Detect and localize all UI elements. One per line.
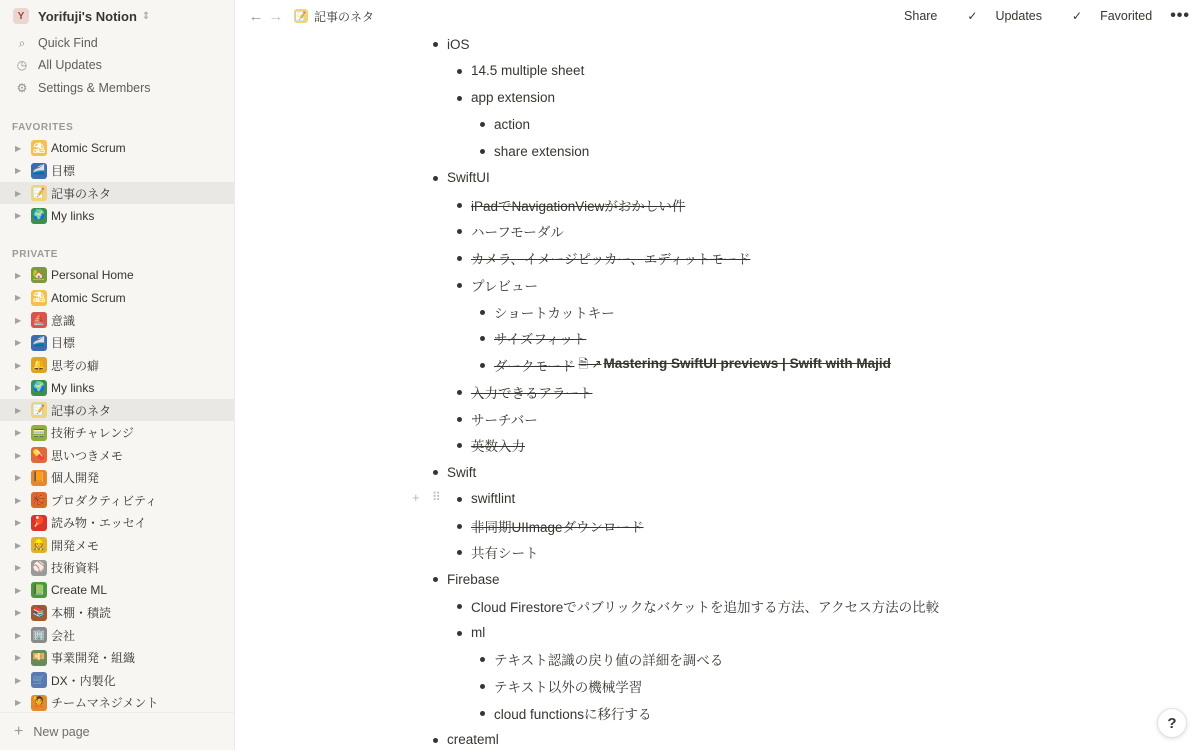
page-emoji-icon: 📝 [31,185,47,201]
sidebar-page-item[interactable] [0,137,235,159]
bullet-item[interactable] [494,646,723,672]
sidebar-page-item[interactable] [0,444,235,466]
bullet-dot [480,684,485,689]
sidebar-page-item[interactable] [0,422,235,444]
add-block-icon[interactable]: + [412,490,420,505]
sidebar-page-item[interactable] [0,160,235,182]
expand-triangle-icon[interactable]: ▶ [15,585,22,595]
bullet-text: Firebase [447,571,500,587]
bullet-text: ハーフモーダル [471,225,564,241]
memo-icon: 📝 [294,9,308,23]
bullet-item[interactable] [447,727,499,750]
bullet-dot [457,631,462,636]
nav-label: Quick Find [38,36,98,50]
sidebar-page-item[interactable] [0,579,235,601]
page-emoji-icon: ⛵ [31,312,47,328]
sidebar-page-label: 事業開発・組織 [51,651,136,665]
sidebar-page-item[interactable] [0,557,235,579]
sidebar-page-item[interactable] [0,332,235,354]
bullet-text: 共有シート [471,546,539,562]
page-emoji-icon: ⛱ [31,140,47,156]
bullet-text: iPadでNavigationViewがおかしい件 [471,198,686,214]
expand-triangle-icon[interactable]: ▶ [15,143,22,153]
bullet-item[interactable] [471,486,515,512]
bullet-dot [457,283,462,288]
bullet-item[interactable] [471,272,538,298]
bullet-text: swiftlint [471,491,516,507]
sidebar-page-label: 思考の癖 [51,358,100,373]
page-link[interactable] [578,355,890,376]
bullet-dot [480,363,485,368]
sidebar-page-label: チームマネジメント [51,696,159,710]
page-emoji-icon: 🌍 [31,208,47,224]
sidebar-page-label: 技術チャレンジ [51,426,135,440]
plus-icon: + [14,722,24,740]
page-emoji-icon: 🚄 [31,163,47,179]
page-link-icon: 🗎 ↗ [578,356,602,371]
gear-icon: ⚙ [16,81,28,95]
bullet-dot [457,524,462,529]
bullet-text: 14.5 multiple sheet [471,63,585,79]
expand-triangle-icon[interactable]: ▶ [15,630,22,640]
bullet-item[interactable] [494,299,615,325]
bullet-item[interactable] [494,352,891,378]
bullet-item[interactable] [471,218,564,244]
bullet-item[interactable] [494,111,530,137]
updates-label: Updates [995,9,1043,23]
sidebar-page-label: Personal Home [51,268,134,282]
page-emoji-icon: 🛒 [31,672,47,688]
clock-icon: ◷ [16,58,28,72]
expand-triangle-icon[interactable]: ▶ [15,211,22,220]
bullet-text: 入力できるアラート [471,385,593,401]
bullet-item[interactable] [447,32,470,57]
sidebar-page-item[interactable] [0,287,235,309]
nav-label: Settings & Members [38,81,151,95]
bullet-text: プレビュー [471,278,538,294]
check-icon: ✓ [1072,9,1083,23]
bullet-dot [433,176,438,181]
favorites-heading: FAVORITES [12,122,74,133]
page-emoji-icon: 🏡 [31,267,47,283]
bullet-dot [480,122,485,127]
bullet-item[interactable] [471,593,939,619]
updates-button[interactable] [952,9,1042,23]
bullet-dot [480,336,485,341]
page-emoji-icon: 📚 [31,605,47,621]
expand-triangle-icon[interactable]: ▶ [15,450,22,460]
bullet-text: ショートカットキー [494,305,615,321]
sidebar-page-item[interactable] [0,399,235,421]
page-emoji-icon: 📝 [31,402,47,418]
bullet-text: サーチバー [471,412,538,428]
sidebar-page-item[interactable] [0,602,235,624]
expand-triangle-icon[interactable]: ▶ [15,166,22,175]
workspace-switcher[interactable] [12,6,150,26]
topbar-actions [889,0,1190,32]
bullet-dot [480,310,485,315]
bullet-text: action [494,116,531,132]
page-emoji-icon: 📙 [31,470,47,486]
bullet-dot [457,390,462,395]
page-emoji-icon: 🏢 [31,627,47,643]
expand-triangle-icon[interactable]: ▶ [15,188,22,198]
forward-arrow-icon[interactable]: → [268,7,284,25]
expand-triangle-icon[interactable]: ▶ [15,338,22,347]
expand-triangle-icon[interactable]: ▶ [15,563,22,572]
bullet-dot [480,711,485,716]
sidebar-page-item[interactable] [0,692,235,714]
chevron-updown-icon: ⇕ [141,10,151,22]
sidebar-page-label: 意識 [51,313,76,328]
expand-triangle-icon[interactable]: ▶ [15,675,22,685]
expand-triangle-icon[interactable]: ▶ [15,270,22,280]
page-emoji-icon: 🚃 [31,425,47,441]
bullet-text: ml [471,625,486,640]
bullet-dot [433,577,438,582]
sidebar-page-label: 記事のネタ [51,186,112,201]
bullet-text: cloud functionsに移行する [494,706,652,722]
sidebar-page-label: Atomic Scrum [51,141,126,155]
sidebar-page-item[interactable] [0,669,235,691]
bullet-text: テキスト以外の機械学習 [494,680,643,695]
expand-triangle-icon[interactable]: ▶ [15,383,22,392]
sidebar-page-label: Atomic Scrum [51,290,126,305]
sidebar-page-item[interactable] [0,534,235,556]
sidebar-page-label: 読み物・エッセイ [51,516,147,530]
page-emoji-icon: 🌍 [31,380,47,396]
bullet-item[interactable] [494,700,652,726]
sidebar-page-item[interactable] [0,182,235,204]
sidebar-page-item[interactable] [0,489,235,511]
bullet-dot [457,497,462,502]
workspace-avatar: Y [13,8,29,24]
bullet-text: テキスト認識の戻り値の詳細を調べる [494,653,724,669]
sidebar-page-item[interactable] [0,309,235,331]
page-emoji-icon: 💊 [31,447,47,463]
sidebar-page-label: DX・内製化 [51,673,116,688]
expand-triangle-icon[interactable]: ▶ [15,518,22,527]
bullet-item[interactable] [471,620,485,646]
bullet-text: 英数入力 [471,439,525,455]
bullet-dot [433,470,438,475]
expand-triangle-icon[interactable]: ▶ [15,495,22,505]
sidebar-page-item[interactable] [0,467,235,489]
sidebar-page-item[interactable] [0,647,235,669]
bullet-item[interactable] [471,432,525,458]
sidebar-page-label: 思いつきメモ [51,448,124,463]
bullet-item[interactable] [447,459,476,485]
bullet-text: Swift [447,464,477,480]
bullet-text: app extension [471,90,556,105]
bullet-dot [457,203,462,208]
page-link-label: Mastering SwiftUI previews | Swift with Majid [603,355,891,371]
bullet-dot [457,229,462,234]
sidebar-page-label: 会社 [51,628,76,643]
check-icon: ✓ [967,9,978,23]
bullet-item[interactable] [447,566,500,592]
page-emoji-icon: 🙋 [31,695,47,711]
sidebar-page-item[interactable] [0,205,235,227]
sidebar-page-label: 開発メモ [51,538,100,553]
page-emoji-icon: 📗 [31,582,47,598]
page-emoji-icon: 🚄 [31,335,47,351]
help-button[interactable]: ? [1157,708,1187,738]
bullet-item[interactable] [471,379,593,405]
expand-triangle-icon[interactable]: ▶ [15,698,22,707]
sidebar-page-label: プロダクティビティ [51,493,158,508]
page-emoji-icon: ⚾ [31,560,47,576]
bullet-text: share extension [494,143,590,159]
expand-triangle-icon[interactable]: ▶ [15,540,22,550]
bullet-text: カメラ、イメージピッカー、エディットモード [471,252,751,267]
topbar [236,0,1200,32]
private-heading: PRIVATE [12,249,59,260]
back-arrow-icon[interactable]: ← [248,7,264,25]
nav-label: All Updates [38,58,102,72]
sidebar-page-label: My links [51,380,95,395]
bullet-item[interactable] [471,539,539,565]
bullet-item[interactable] [471,245,750,271]
new-page-button[interactable] [0,712,235,750]
expand-triangle-icon[interactable]: ▶ [15,405,22,415]
sidebar-page-item[interactable] [0,377,235,399]
bullet-dot [457,604,462,609]
bullet-dot [457,69,462,74]
expand-triangle-icon[interactable]: ▶ [15,293,22,302]
sidebar-page-label: 記事のネタ [51,403,112,418]
sidebar-page-label: 本棚・積読 [51,606,112,620]
expand-triangle-icon[interactable]: ▶ [15,653,22,662]
bullet-item[interactable] [471,85,555,111]
sidebar-page-label: 目標 [51,336,76,350]
bullet-text: createml [447,732,499,747]
bullet-text: 非同期UIImageダウンロード [471,519,644,535]
bullet-dot [457,417,462,422]
bullet-text: SwiftUI [447,170,490,186]
page-emoji-icon: 💴 [31,650,47,666]
breadcrumb-label: 記事のネタ [314,9,375,24]
bullet-text: ダークモード [494,359,575,374]
bullet-item[interactable] [471,58,584,84]
bullet-dot [457,96,462,101]
workspace-name: Yorifuji's Notion [38,8,137,24]
sidebar-page-label: Create ML [51,583,108,597]
bullet-item[interactable] [471,513,644,539]
bullet-dot [457,550,462,555]
bullet-dot [433,42,438,47]
bullet-dot [433,738,438,743]
bullet-dot [480,149,485,154]
more-icon[interactable]: ••• [1170,7,1190,24]
sidebar-page-item[interactable] [0,354,235,376]
expand-triangle-icon[interactable]: ▶ [15,608,22,617]
expand-triangle-icon[interactable]: ▶ [15,315,22,325]
expand-triangle-icon[interactable]: ▶ [15,428,22,437]
sidebar-page-item[interactable] [0,264,235,286]
sidebar-page-item[interactable] [0,624,235,646]
expand-triangle-icon[interactable]: ▶ [15,360,22,370]
page-emoji-icon: ⛱ [31,290,47,306]
sidebar-page-label: My links [51,208,95,223]
bullet-text: サイズフィット [494,332,587,348]
expand-triangle-icon[interactable]: ▶ [15,473,22,482]
bullet-item[interactable] [494,325,586,351]
bullet-text: iOS [447,36,470,52]
page-emoji-icon: 🏀 [31,492,47,508]
bullet-text: Cloud Firestoreでパブリックなバケットを追加する方法、アクセス方法の比較 [471,599,940,615]
bullet-dot [457,443,462,448]
bullet-item[interactable] [471,192,685,218]
new-page-label: New page [33,724,90,739]
sidebar-page-label: 目標 [51,164,76,178]
breadcrumb[interactable] [294,8,374,25]
page-content [236,32,1200,750]
search-icon: ⌕ [18,35,26,50]
nav-settings-members[interactable] [0,77,235,99]
sidebar-page-item[interactable] [0,512,235,534]
sidebar [0,0,235,750]
bullet-dot [480,657,485,662]
bullet-item[interactable] [494,138,589,164]
nav-quick-find[interactable] [0,32,235,54]
nav-all-updates[interactable] [0,54,235,76]
bullet-item[interactable] [494,673,642,699]
page-emoji-icon: 🏓 [31,515,47,531]
page-emoji-icon: 👷 [31,537,47,553]
sidebar-page-label: 技術資料 [51,561,100,575]
bullet-item[interactable] [447,165,490,191]
page-emoji-icon: 🔔 [31,357,47,373]
sidebar-page-label: 個人開発 [51,471,100,485]
favorited-label: Favorited [1100,9,1153,23]
bullet-item[interactable] [471,406,538,432]
favorited-button[interactable] [1057,9,1152,23]
share-button[interactable]: Share [904,9,938,23]
bullet-dot [457,256,462,261]
drag-handle-icon[interactable]: ⠿ [432,490,441,504]
